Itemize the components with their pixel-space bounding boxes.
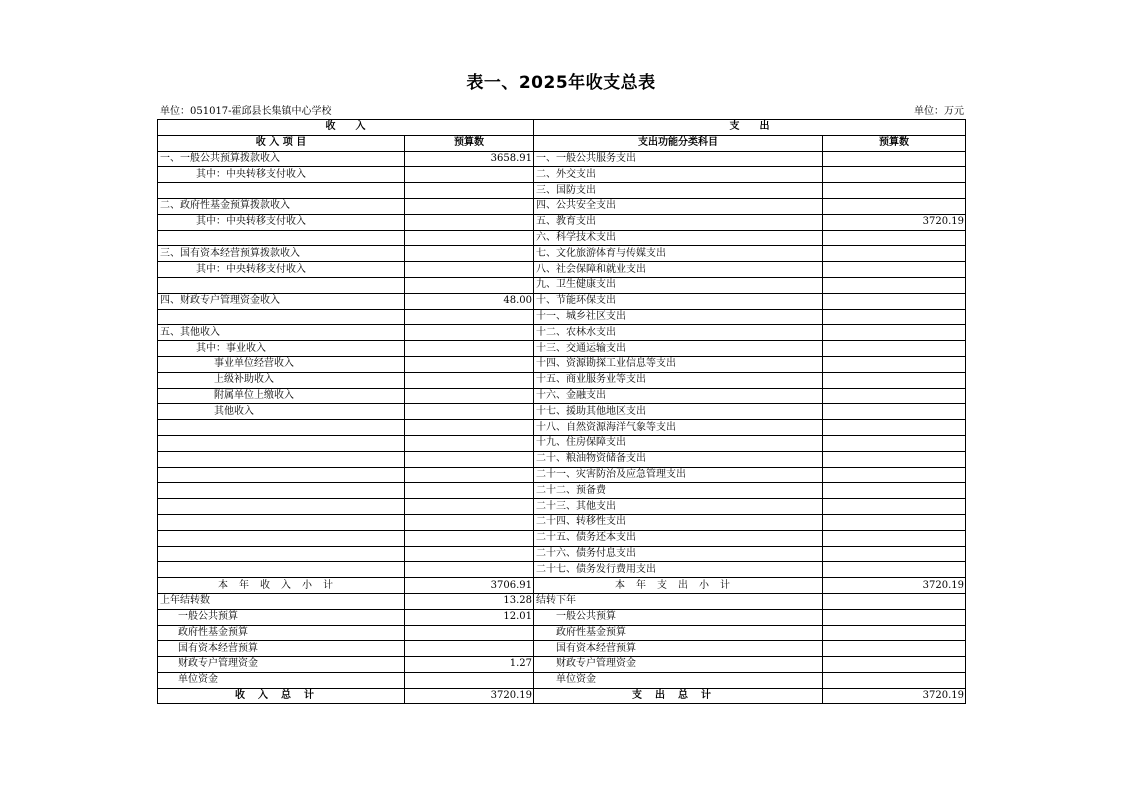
expense-carry-value [823, 609, 966, 625]
expense-value-cell [823, 230, 966, 246]
expense-item-cell: 四、公共安全支出 [534, 198, 823, 214]
income-carry-value: 13.28 [405, 593, 534, 609]
subtotal-row [158, 578, 966, 594]
income-item-cell [158, 546, 405, 562]
expense-item-cell: 二、外交支出 [534, 167, 823, 183]
table-row [158, 546, 966, 562]
income-value-cell [405, 277, 534, 293]
income-value-cell [405, 562, 534, 578]
table-row [158, 356, 966, 372]
income-value-cell [405, 435, 534, 451]
income-budget-header: 预算数 [405, 135, 534, 151]
income-carry-value: 12.01 [405, 609, 534, 625]
income-carry-item: 国有资本经营预算 [158, 641, 405, 657]
income-item-cell [158, 277, 405, 293]
expense-value-cell [823, 309, 966, 325]
income-value-cell [405, 167, 534, 183]
income-carry-item: 政府性基金预算 [158, 625, 405, 641]
expense-carry-item: 财政专户管理资金 [534, 657, 823, 673]
table-row [158, 467, 966, 483]
expense-value-cell [823, 546, 966, 562]
expense-item-cell: 十四、资源勘探工业信息等支出 [534, 356, 823, 372]
table-row [158, 230, 966, 246]
income-value-cell [405, 483, 534, 499]
carry-row [158, 609, 966, 625]
income-item-cell [158, 420, 405, 436]
table-row [158, 420, 966, 436]
expense-item-cell: 二十五、债务还本支出 [534, 530, 823, 546]
expense-carry-value [823, 593, 966, 609]
income-item-cell: 其中：中央转移支付收入 [158, 214, 405, 230]
expense-carry-item: 单位资金 [534, 672, 823, 688]
expense-item-cell: 十、节能环保支出 [534, 293, 823, 309]
income-value-cell [405, 262, 534, 278]
income-value-cell [405, 198, 534, 214]
income-value-cell [405, 530, 534, 546]
income-value-cell: 48.00 [405, 293, 534, 309]
income-item-cell: 事业单位经营收入 [158, 356, 405, 372]
income-total-value: 3720.19 [405, 688, 534, 704]
expense-value-cell [823, 183, 966, 199]
carry-row [158, 657, 966, 673]
income-item-cell [158, 483, 405, 499]
expense-carry-value [823, 657, 966, 673]
income-value-cell [405, 467, 534, 483]
expense-total-value: 3720.19 [823, 688, 966, 704]
column-header-row [158, 135, 966, 151]
expense-carry-value [823, 641, 966, 657]
currency-unit-label: 单位：万元 [914, 106, 964, 117]
income-carry-value [405, 625, 534, 641]
expense-value-cell [823, 420, 966, 436]
income-subtotal-label: 本年收入小计 [158, 578, 405, 594]
income-value-cell [405, 546, 534, 562]
income-total-label: 收入总计 [158, 688, 405, 704]
table-row [158, 246, 966, 262]
expense-item-cell: 十五、商业服务业等支出 [534, 372, 823, 388]
table-row [158, 341, 966, 357]
total-row [158, 688, 966, 704]
expense-subtotal-label: 本年支出小计 [534, 578, 823, 594]
expense-value-cell [823, 435, 966, 451]
income-item-cell [158, 183, 405, 199]
expense-value-cell [823, 451, 966, 467]
expense-section-header: 支 出 [534, 120, 966, 136]
expense-item-cell: 二十、粮油物资储备支出 [534, 451, 823, 467]
carry-row [158, 625, 966, 641]
expense-value-cell [823, 167, 966, 183]
income-item-cell [158, 467, 405, 483]
income-carry-item: 单位资金 [158, 672, 405, 688]
income-item-cell: 四、财政专户管理资金收入 [158, 293, 405, 309]
budget-summary-table [157, 119, 966, 704]
expense-item-cell: 五、教育支出 [534, 214, 823, 230]
income-value-cell [405, 183, 534, 199]
expense-total-label: 支出总计 [534, 688, 823, 704]
expense-item-cell: 十七、援助其他地区支出 [534, 404, 823, 420]
expense-item-cell: 十二、农林水支出 [534, 325, 823, 341]
expense-value-cell [823, 262, 966, 278]
table-row [158, 514, 966, 530]
table-row [158, 214, 966, 230]
expense-item-cell: 十九、住房保障支出 [534, 435, 823, 451]
expense-item-cell: 二十六、债务付息支出 [534, 546, 823, 562]
expense-item-cell: 十八、自然资源海洋气象等支出 [534, 420, 823, 436]
income-item-cell [158, 230, 405, 246]
expense-carry-item: 国有资本经营预算 [534, 641, 823, 657]
table-row [158, 372, 966, 388]
income-carry-item: 财政专户管理资金 [158, 657, 405, 673]
income-value-cell [405, 341, 534, 357]
income-item-cell: 一、一般公共预算拨款收入 [158, 151, 405, 167]
table-row [158, 293, 966, 309]
expense-value-cell [823, 388, 966, 404]
income-value-cell: 3658.91 [405, 151, 534, 167]
expense-carry-value [823, 672, 966, 688]
income-value-cell [405, 230, 534, 246]
income-value-cell [405, 309, 534, 325]
income-item-cell: 三、国有资本经营预算拨款收入 [158, 246, 405, 262]
expense-value-cell [823, 499, 966, 515]
income-item-cell [158, 435, 405, 451]
expense-value-cell [823, 198, 966, 214]
income-item-cell [158, 530, 405, 546]
income-value-cell [405, 356, 534, 372]
table-row [158, 562, 966, 578]
carry-row [158, 672, 966, 688]
income-value-cell [405, 388, 534, 404]
table-row [158, 483, 966, 499]
unit-name-label: 单位：051017-霍邱县长集镇中心学校 [160, 106, 332, 117]
expense-carry-value [823, 625, 966, 641]
income-value-cell [405, 325, 534, 341]
income-value-cell [405, 514, 534, 530]
expense-item-cell: 七、文化旅游体育与传媒支出 [534, 246, 823, 262]
income-item-cell: 二、政府性基金预算拨款收入 [158, 198, 405, 214]
income-carry-item: 上年结转数 [158, 593, 405, 609]
income-item-cell [158, 499, 405, 515]
table-row [158, 167, 966, 183]
income-item-cell: 五、其他收入 [158, 325, 405, 341]
income-carry-item: 一般公共预算 [158, 609, 405, 625]
expense-value-cell: 3720.19 [823, 214, 966, 230]
expense-value-cell [823, 151, 966, 167]
carry-row [158, 641, 966, 657]
income-value-cell [405, 214, 534, 230]
table-row [158, 151, 966, 167]
table-row [158, 451, 966, 467]
table-row [158, 198, 966, 214]
income-value-cell [405, 246, 534, 262]
income-item-cell [158, 451, 405, 467]
income-value-cell [405, 420, 534, 436]
table-row [158, 183, 966, 199]
expense-value-cell [823, 404, 966, 420]
expense-value-cell [823, 372, 966, 388]
expense-value-cell [823, 356, 966, 372]
expense-value-cell [823, 293, 966, 309]
income-item-header: 收 入 项 目 [158, 135, 405, 151]
table-header-row [158, 120, 966, 136]
table-row [158, 530, 966, 546]
income-item-cell: 附属单位上缴收入 [158, 388, 405, 404]
expense-value-cell [823, 246, 966, 262]
expense-item-cell: 二十二、预备费 [534, 483, 823, 499]
expense-item-cell: 三、国防支出 [534, 183, 823, 199]
income-section-header: 收 入 [158, 120, 534, 136]
table-row [158, 435, 966, 451]
income-value-cell [405, 404, 534, 420]
expense-item-cell: 六、科学技术支出 [534, 230, 823, 246]
income-item-cell [158, 514, 405, 530]
expense-value-cell [823, 483, 966, 499]
table-row [158, 388, 966, 404]
expense-item-cell: 九、卫生健康支出 [534, 277, 823, 293]
income-carry-value [405, 672, 534, 688]
table-row [158, 277, 966, 293]
expense-carry-item: 结转下年 [534, 593, 823, 609]
expense-value-cell [823, 514, 966, 530]
income-item-cell: 其中：中央转移支付收入 [158, 262, 405, 278]
expense-value-cell [823, 562, 966, 578]
income-value-cell [405, 451, 534, 467]
page-title: 表一、2025年收支总表 [466, 73, 656, 93]
expense-item-cell: 二十一、灾害防治及应急管理支出 [534, 467, 823, 483]
income-item-cell: 其他收入 [158, 404, 405, 420]
table-row [158, 309, 966, 325]
income-subtotal-value: 3706.91 [405, 578, 534, 594]
table-row [158, 262, 966, 278]
expense-item-cell: 八、社会保障和就业支出 [534, 262, 823, 278]
expense-carry-item: 一般公共预算 [534, 609, 823, 625]
expense-item-cell: 二十四、转移性支出 [534, 514, 823, 530]
expense-subtotal-value: 3720.19 [823, 578, 966, 594]
income-item-cell: 上级补助收入 [158, 372, 405, 388]
expense-value-cell [823, 467, 966, 483]
table-row [158, 404, 966, 420]
expense-item-cell: 十三、交通运输支出 [534, 341, 823, 357]
income-carry-value: 1.27 [405, 657, 534, 673]
income-item-cell [158, 309, 405, 325]
expense-value-cell [823, 530, 966, 546]
income-value-cell [405, 499, 534, 515]
expense-budget-header: 预算数 [823, 135, 966, 151]
expense-value-cell [823, 277, 966, 293]
income-item-cell [158, 562, 405, 578]
expense-carry-item: 政府性基金预算 [534, 625, 823, 641]
expense-value-cell [823, 325, 966, 341]
expense-item-header: 支出功能分类科目 [534, 135, 823, 151]
income-value-cell [405, 372, 534, 388]
table-row [158, 325, 966, 341]
expense-item-cell: 二十三、其他支出 [534, 499, 823, 515]
expense-item-cell: 十六、金融支出 [534, 388, 823, 404]
income-carry-value [405, 641, 534, 657]
expense-item-cell: 二十七、债务发行费用支出 [534, 562, 823, 578]
income-item-cell: 其中：事业收入 [158, 341, 405, 357]
expense-value-cell [823, 341, 966, 357]
table-row [158, 499, 966, 515]
expense-item-cell: 一、一般公共服务支出 [534, 151, 823, 167]
carry-row [158, 593, 966, 609]
expense-item-cell: 十一、城乡社区支出 [534, 309, 823, 325]
income-item-cell: 其中：中央转移支付收入 [158, 167, 405, 183]
